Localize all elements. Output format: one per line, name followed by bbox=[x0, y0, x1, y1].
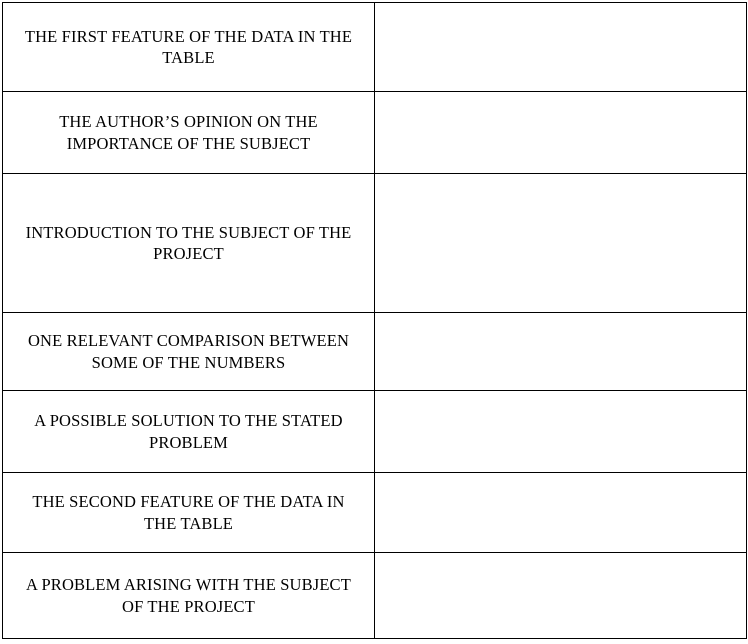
prompt-text: A POSSIBLE SOLUTION TO THE STATED PROBLEM bbox=[34, 411, 343, 452]
table-row bbox=[3, 92, 747, 174]
table-row bbox=[3, 3, 747, 92]
prompt-text: INTRODUCTION TO THE SUBJECT OF THE PROJECT bbox=[25, 222, 352, 263]
table-row bbox=[3, 174, 747, 313]
answer-cell[interactable] bbox=[375, 92, 747, 174]
prompt-text: A PROBLEM ARISING WITH THE SUBJECT OF THE PROJECT bbox=[26, 575, 351, 616]
table-row bbox=[3, 313, 747, 391]
answer-cell[interactable] bbox=[375, 473, 747, 553]
prompt-cell bbox=[3, 553, 375, 639]
prompt-text: ONE RELEVANT COMPARISON BETWEEN SOME OF THE NUMBERS bbox=[27, 331, 350, 372]
prompt-text: THE FIRST FEATURE OF THE DATA IN THE TABLE bbox=[24, 26, 353, 67]
prompt-text: THE SECOND FEATURE OF THE DATA IN THE TABLE bbox=[32, 492, 345, 533]
prompt-cell bbox=[3, 391, 375, 473]
worksheet-table bbox=[2, 2, 747, 639]
answer-cell[interactable] bbox=[375, 553, 747, 639]
table-row bbox=[3, 391, 747, 473]
worksheet-page bbox=[0, 2, 748, 644]
prompt-cell bbox=[3, 3, 375, 92]
prompt-cell bbox=[3, 313, 375, 391]
answer-cell[interactable] bbox=[375, 174, 747, 313]
prompt-text: THE AUTHOR’S OPINION ON THE IMPORTANCE OF THE SUBJECT bbox=[59, 112, 318, 153]
prompt-cell bbox=[3, 92, 375, 174]
prompt-cell bbox=[3, 174, 375, 313]
answer-cell[interactable] bbox=[375, 313, 747, 391]
worksheet-table-body bbox=[3, 3, 747, 639]
table-row bbox=[3, 473, 747, 553]
table-row bbox=[3, 553, 747, 639]
answer-cell[interactable] bbox=[375, 391, 747, 473]
prompt-cell bbox=[3, 473, 375, 553]
answer-cell[interactable] bbox=[375, 3, 747, 92]
